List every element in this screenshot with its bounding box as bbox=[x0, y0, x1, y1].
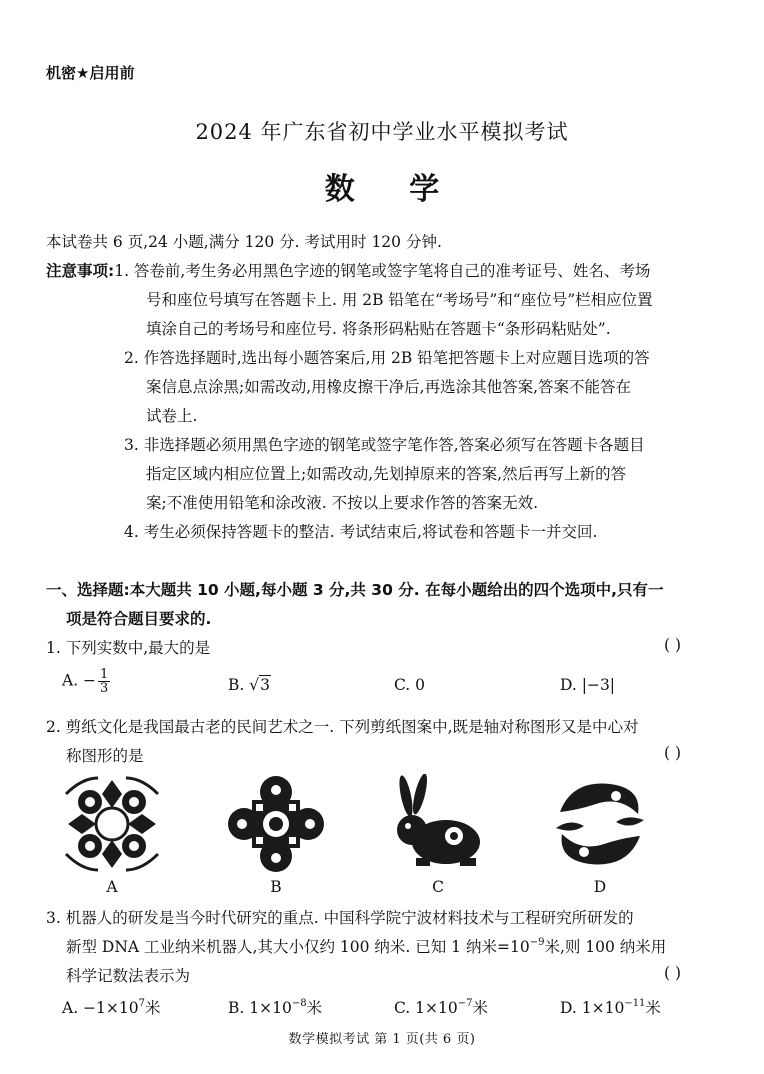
question-1-option-b bbox=[228, 676, 271, 694]
question-3-option-a bbox=[62, 996, 161, 1018]
option-unit: 米 bbox=[306, 999, 323, 1017]
notice-line-10: 4. 考生必须保持答题卡的整洁. 考试结束后,将试卷和答题卡一并交回. bbox=[124, 523, 598, 541]
figure-label-b: B bbox=[270, 878, 282, 896]
question-2-stem-line-2: 称图形的是 bbox=[66, 747, 144, 765]
notice-label: 注意事项: bbox=[46, 262, 115, 280]
option-base: A. −1×10 bbox=[62, 999, 139, 1017]
section-heading-line-2: 项是符合题目要求的. bbox=[66, 610, 212, 628]
option-base: C. 1×10 bbox=[394, 999, 458, 1017]
option-base: B. 1×10 bbox=[228, 999, 292, 1017]
stem-text: 新型 DNA 工业纳米机器人,其大小仅约 100 纳米. 已知 1 纳米=10 bbox=[66, 938, 530, 956]
option-unit: 米 bbox=[144, 999, 161, 1017]
figure-label-d: D bbox=[593, 878, 607, 896]
option-unit: 米 bbox=[472, 999, 488, 1017]
notice-line-2: 号和座位号填写在答题卡上. 用 2B 铅笔在“考场号”和“座位号”栏相应位置 bbox=[146, 291, 653, 309]
fraction bbox=[98, 668, 110, 695]
notice-line-6: 试卷上. bbox=[146, 407, 198, 425]
option-a-prefix: A. − bbox=[62, 671, 97, 690]
notice-line-1 bbox=[46, 259, 650, 281]
question-1-answer-paren: ( ) bbox=[664, 636, 682, 654]
notice-line-8: 指定区域内相应位置上;如需改动,先划掉原来的答案,然后再写上新的答 bbox=[146, 465, 627, 483]
figure-label-a: A bbox=[106, 878, 118, 896]
papercut-a-birds-icon bbox=[62, 774, 162, 874]
question-3-stem-line-3: 科学记数法表示为 bbox=[66, 967, 191, 985]
option-unit: 米 bbox=[645, 999, 661, 1017]
sqrt-radicand: 3 bbox=[260, 676, 271, 694]
exam-title: 2024 年广东省初中学业水平模拟考试 bbox=[195, 120, 569, 144]
question-3-stem-line-2 bbox=[66, 935, 666, 957]
exponent: 7 bbox=[138, 998, 145, 1009]
sqrt-icon: √ bbox=[249, 676, 260, 694]
notice-line-9: 案;不准使用铅笔和涂改液. 不按以上要求作答的答案无效. bbox=[146, 494, 539, 512]
option-b-prefix: B. bbox=[228, 676, 250, 694]
papercut-c-rabbit-icon bbox=[388, 774, 488, 874]
exponent: −11 bbox=[624, 998, 646, 1009]
notice-line-4: 2. 作答选择题时,选出每小题答案后,用 2B 铅笔把答题卡上对应题目选项的答 bbox=[124, 349, 650, 367]
question-2-answer-paren: ( ) bbox=[664, 744, 682, 762]
notice-line-7: 3. 非选择题必须用黑色字迹的钢笔或签字笔作答,答案必须写在答题卡各题目 bbox=[124, 436, 645, 454]
question-3-stem-line-1: 3. 机器人的研发是当今时代研究的重点. 中国科学院宁波材料技术与工程研究所研发的 bbox=[46, 909, 634, 927]
question-2-stem-line-1: 2. 剪纸文化是我国最古老的民间艺术之一. 下列剪纸图案中,既是轴对称图形又是中心对 bbox=[46, 718, 639, 736]
question-3-option-d bbox=[560, 996, 661, 1018]
stem-text: 米,则 100 纳米用 bbox=[544, 938, 667, 956]
exponent: −9 bbox=[529, 937, 545, 948]
question-3-option-c bbox=[394, 996, 488, 1018]
figure-label-c: C bbox=[432, 878, 444, 896]
notice-text: 1. 答卷前,考生务必用黑色字迹的钢笔或签字笔将自己的准考证号、姓名、考场 bbox=[114, 262, 651, 280]
confidential-mark: 机密★启用前 bbox=[46, 64, 135, 82]
exponent: −7 bbox=[457, 998, 473, 1009]
fraction-numerator: 1 bbox=[100, 667, 109, 682]
papercut-d-fish-icon bbox=[550, 774, 650, 874]
page-footer: 数学模拟考试 第 1 页(共 6 页) bbox=[288, 1032, 476, 1047]
notice-line-3: 填涂自己的考场号和座位号. 将条形码粘贴在答题卡“条形码粘贴处”. bbox=[146, 320, 611, 338]
option-base: D. 1×10 bbox=[560, 999, 625, 1017]
question-3-option-b bbox=[228, 996, 322, 1018]
notice-line-5: 案信息点涂黑;如需改动,用橡皮擦干净后,再选涂其他答案,答案不能答在 bbox=[146, 378, 632, 396]
papercut-b-knot-icon bbox=[226, 774, 326, 874]
question-1-option-c: C. 0 bbox=[394, 676, 426, 694]
exam-intro: 本试卷共 6 页,24 小题,满分 120 分. 考试用时 120 分钟. bbox=[46, 233, 442, 251]
question-1-option-a bbox=[62, 668, 110, 695]
question-1-stem: 1. 下列实数中,最大的是 bbox=[46, 639, 211, 657]
section-heading-line-1: 一、选择题:本大题共 10 小题,每小题 3 分,共 30 分. 在每小题给出的四个选项中,只有一 bbox=[46, 581, 664, 599]
question-1-option-d: D. |−3| bbox=[560, 676, 616, 694]
exponent: −8 bbox=[291, 998, 307, 1009]
fraction-denominator: 3 bbox=[100, 681, 109, 696]
question-3-answer-paren: ( ) bbox=[664, 964, 682, 982]
subject-title: 数 学 bbox=[324, 172, 462, 207]
